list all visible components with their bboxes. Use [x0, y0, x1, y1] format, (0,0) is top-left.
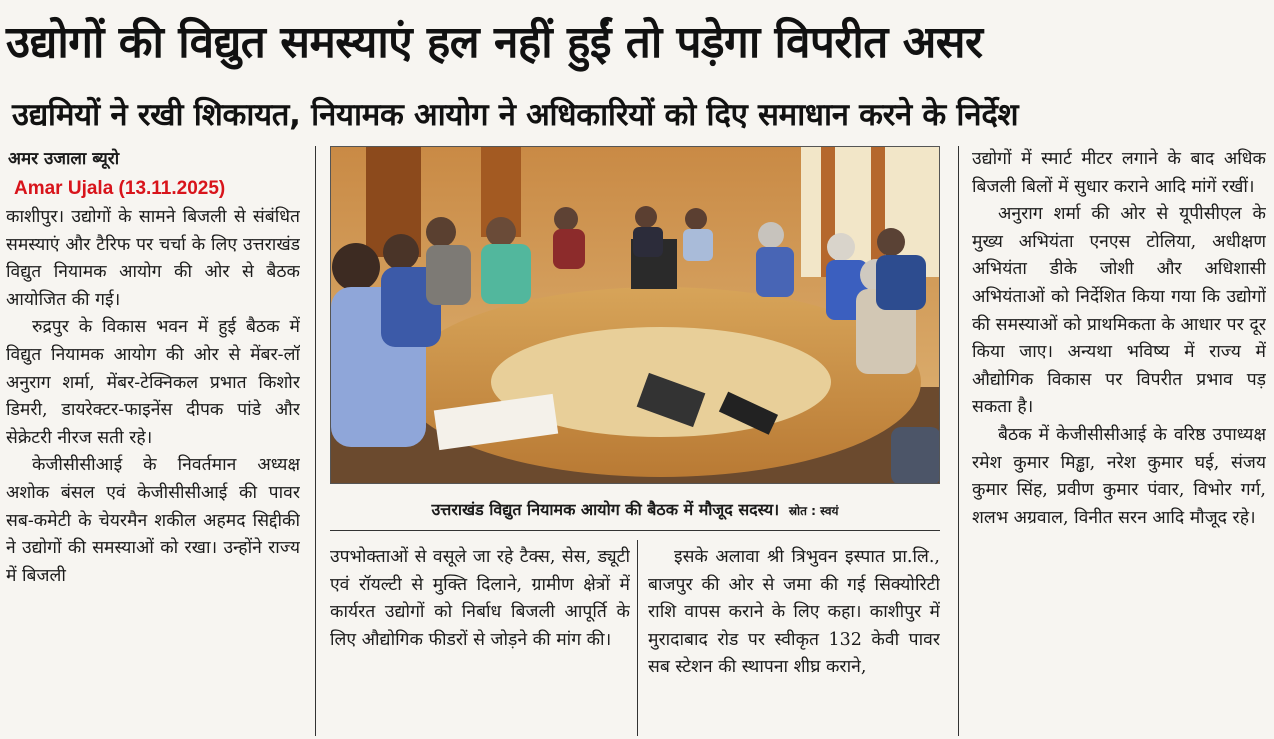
subheadline: उद्यमियों ने रखी शिकायत, नियामक आयोग ने अधिकारियों को दिए समाधान करने के निर्देश: [12, 97, 1019, 133]
photo-credit: स्रोत : स्वयं: [788, 504, 839, 518]
meeting-photo: [330, 146, 940, 484]
column-2-paragraph-1: उपभोक्ताओं से वसूले जा रहे टैक्स, सेस, ड्यूटी एवं रॉयल्टी से मुक्ति दिलाने, ग्रामीण क्षेत्रों में कार्यरत उद्योगों को निर्बाध बिजली आपूर्ति के लिए औद्योगिक फीडरों से जोड़ने की मांग की।: [330, 547, 630, 650]
column-4-paragraph-3: बैठक में केजीसीसीआई के वरिष्ठ उपाध्यक्ष रमेश कुमार मिड्ढा, नरेश कुमार घई, संजय कुमार सिंह, प्रवीण कुमार पंवार, विभोर गर्ग, शलभ अग्रवाल, विनीत सरन आदि मौजूद रहे।: [972, 424, 1266, 528]
photo-caption-text: उत्तराखंड विद्युत नियामक आयोग की बैठक में मौजूद सदस्य।: [431, 500, 780, 519]
column-1-paragraph-2: रुद्रपुर के विकास भवन में हुई बैठक में विद्युत नियामक आयोग की ओर से मेंबर-लॉ अनुराग शर्मा, मेंबर-टेक्निकल प्रभात किशोर डिमरी, डायरेक्टर-फाइनेंस दीपक पांडे और सेक्रेटरी नीरज सती रहे।: [6, 317, 300, 448]
column-4-paragraph-2: अनुराग शर्मा की ओर से यूपीसीएल के मुख्य अभियंता एनएस टोलिया, अधीक्षण अभियंता डीके जोशी और अधिशासी अभियंताओं को निर्देशित किया गया कि उद्योगों की समस्याओं को प्राथमिकता के आधार पर दूर किया जाए। अन्यथा भविष्य में राज्य में औद्योगिक विकास पर विपरीत प्रभाव पड़ सकता है।: [972, 204, 1266, 418]
byline: अमर उजाला ब्यूरो: [8, 149, 120, 169]
headline: उद्योगों की विद्युत समस्याएं हल नहीं हुईं तो पड़ेगा विपरीत असर: [6, 17, 983, 68]
column-2: [330, 544, 630, 734]
photo-caption: [330, 492, 940, 528]
column-divider: [637, 540, 638, 736]
column-4: [972, 146, 1266, 736]
column-1-paragraph-1: काशीपुर। उद्योगों के सामने बिजली से संबंधित समस्याएं और टैरिफ पर चर्चा के लिए उत्तराखंड विद्युत नियामक आयोग की ओर से बैठक आयोजित की गई।: [6, 207, 300, 310]
column-1: [6, 204, 300, 734]
column-divider: [958, 146, 959, 736]
caption-underline: [330, 530, 940, 531]
column-1-paragraph-3: केजीसीसीआई के निवर्तमान अध्यक्ष अशोक बंसल एवं केजीसीसीआई की पावर सब-कमेटी के चेयरमैन शकील अहमद सिद्दीकी ने उद्योगों की समस्याओं को रखा। उन्होंने राज्य में बिजली: [6, 455, 300, 586]
source-tag: Amar Ujala (13.11.2025): [14, 178, 226, 199]
column-3-paragraph-1: इसके अलावा श्री त्रिभुवन इस्पात प्रा.लि., बाजपुर की ओर से जमा की गई सिक्योरिटी राशि वापस कराने के लिए कहा। काशीपुर में मुरादाबाद रोड पर स्वीकृत 132 केवी पावर सब स्टेशन की स्थापना शीघ्र कराने,: [648, 547, 940, 678]
column-3: [648, 544, 940, 734]
column-divider: [315, 146, 316, 736]
column-4-paragraph-1: उद्योगों में स्मार्ट मीटर लगाने के बाद अधिक बिजली बिलों में सुधार कराने आदि मांगें रखीं।: [972, 149, 1266, 197]
